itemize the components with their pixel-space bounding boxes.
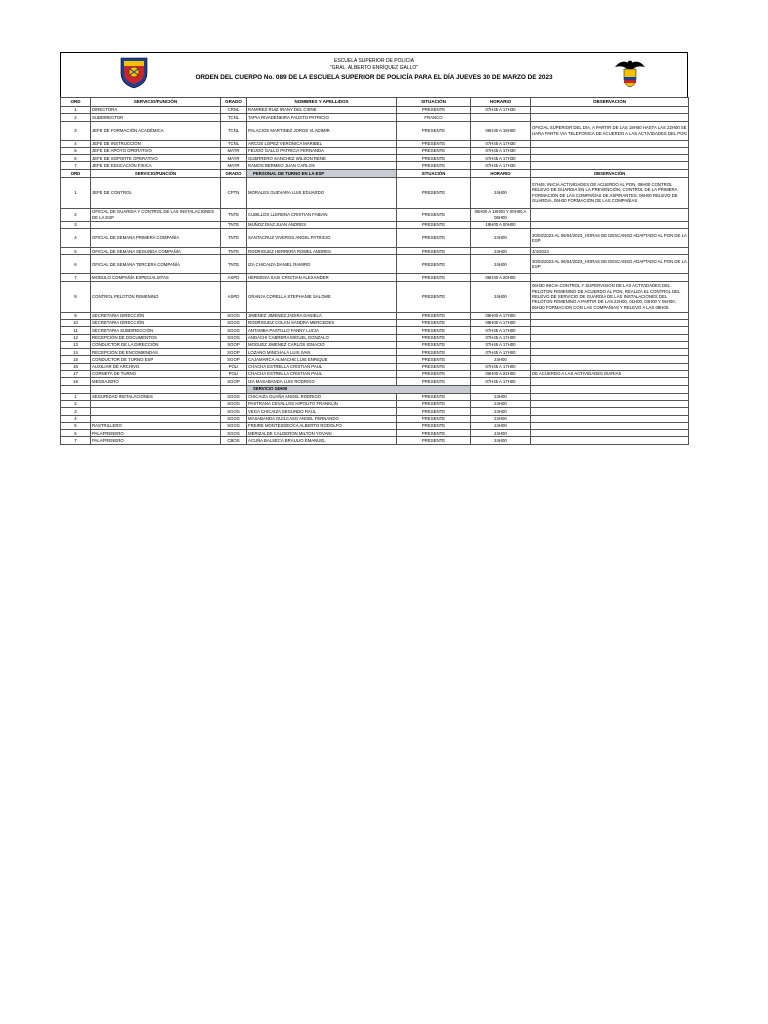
row-grade: SGOP — [221, 356, 247, 363]
row-function — [91, 400, 221, 407]
row-grade: SGOS — [221, 319, 247, 326]
row-name: CHACHA ESTRELLA CRISTIAN PAUL — [247, 363, 397, 370]
row-ord: 3 — [61, 121, 91, 140]
row-ord: 3 — [61, 221, 91, 228]
row-situation: PRESENTE — [397, 356, 471, 363]
col-grade: GRADO — [221, 98, 247, 107]
row-situation: PRESENTE — [397, 422, 471, 429]
row-grade: SGOS — [221, 422, 247, 429]
row-observation — [531, 312, 689, 319]
col-situation: SITUACIÓN — [397, 98, 471, 107]
row-ord: 11 — [61, 327, 91, 334]
table-row — [61, 393, 689, 400]
row-schedule: 07H45 A 17H00 — [471, 334, 531, 341]
row-grade: TNTE — [221, 255, 247, 274]
row-situation: PRESENTE — [397, 327, 471, 334]
table-row — [61, 363, 689, 370]
section-title: PERSONAL DE TURNO EN LA ESP — [247, 169, 397, 177]
row-situation: PRESENTE — [397, 437, 471, 444]
row-name: CUBILLOS LLERENA CRISTIAN FABIAN — [247, 208, 397, 221]
row-grade: MAYR — [221, 147, 247, 154]
row-grade: TNTE — [221, 221, 247, 228]
row-ord: 2 — [61, 208, 91, 221]
row-observation — [531, 334, 689, 341]
row-schedule: 18H00 A 00H00 — [471, 221, 531, 228]
row-schedule: 24H00 — [471, 400, 531, 407]
row-function: PALAFRENERO — [91, 437, 221, 444]
row-name: RODRIGUEZ COLAN SANDRA MERCEDES — [247, 319, 397, 326]
row-situation: PRESENTE — [397, 147, 471, 154]
row-situation: PRESENTE — [397, 334, 471, 341]
row-observation: DE ACUERDO A LAS ACTIVIDADES DIARIAS — [531, 371, 689, 378]
row-grade: SGOS — [221, 430, 247, 437]
row-grade: POLI — [221, 371, 247, 378]
row-schedule — [471, 114, 531, 121]
table-row — [61, 341, 689, 348]
row-observation: OFICIAL SUPERIOR DEL DIA, A PARTIR DE LAS 18H00 HASTA LAS 22H00 SE HARA PARTE VIA TELEFONICA DE ACUERDO A LAS ACTIVIDADES DEL PON — [531, 121, 689, 140]
esp-crest-logo — [117, 55, 151, 89]
row-function: RECEPCIÓN DE DOCUMENTOS — [91, 334, 221, 341]
section-title: SERVICIO 24H00 — [247, 385, 471, 393]
row-observation — [531, 140, 689, 147]
table-row — [61, 274, 689, 281]
row-schedule: 07H45 A 17H00 — [471, 349, 531, 356]
row-schedule: 24H00 — [471, 430, 531, 437]
table-row — [61, 147, 689, 154]
row-schedule: 06H30 A 18H00 — [471, 121, 531, 140]
row-schedule: 07H45 A 17H30 — [471, 162, 531, 169]
row-observation — [531, 393, 689, 400]
row-grade: TNTE — [221, 208, 247, 221]
row-grade: SGOS — [221, 334, 247, 341]
row-observation — [531, 422, 689, 429]
row-situation: PRESENTE — [397, 363, 471, 370]
row-observation — [531, 341, 689, 348]
table-row — [61, 248, 689, 255]
row-ord: 6 — [61, 155, 91, 162]
row-grade: TCNL — [221, 114, 247, 121]
row-name: JIMENEZ JIMENEZ JADIRA DANIELA — [247, 312, 397, 319]
row-situation: PRESENTE — [397, 229, 471, 248]
row-situation: PRESENTE — [397, 341, 471, 348]
row-ord: 5 — [61, 422, 91, 429]
duty-roster-table — [60, 97, 689, 445]
row-schedule: 07H45 A 17H00 — [471, 378, 531, 385]
row-grade: TNTE — [221, 248, 247, 255]
row-name: GRANJA CORELLA STEPHANIE SALOME — [247, 281, 397, 312]
table-row — [61, 208, 689, 221]
row-function: SECRETARIA DIRECCIÓN — [91, 312, 221, 319]
row-schedule: 07H45 A 17H30 — [471, 155, 531, 162]
row-grade: ASPD — [221, 281, 247, 312]
row-ord: 15 — [61, 356, 91, 363]
row-name: RAMOS BERMEO JUAN CARLOS — [247, 162, 397, 169]
row-grade: SGOP — [221, 349, 247, 356]
col-ord: ORD — [61, 98, 91, 107]
row-situation: PRESENTE — [397, 393, 471, 400]
row-ord: 14 — [61, 349, 91, 356]
row-function: PALAFRENERO — [91, 430, 221, 437]
roster-body — [61, 98, 689, 445]
row-ord: 18 — [61, 378, 91, 385]
col-function: SERVICIO/FUNCIÓN — [91, 98, 221, 107]
row-situation: PRESENTE — [397, 221, 471, 228]
row-name: ACUÑA BALSECA BRAULIO EMANUEL — [247, 437, 397, 444]
row-name: PALACIOS MARTINEZ JORGE VLADIMIR — [247, 121, 397, 140]
row-ord: 6 — [61, 430, 91, 437]
row-situation: PRESENTE — [397, 400, 471, 407]
row-ord: 7 — [61, 162, 91, 169]
table-row — [61, 114, 689, 121]
col-schedule: HORARIO — [471, 169, 531, 177]
row-ord: 9 — [61, 312, 91, 319]
row-situation: FRANCO — [397, 114, 471, 121]
row-name: FEIJOO GALLO PATRICIA FERNANDA — [247, 147, 397, 154]
row-situation: PRESENTE — [397, 162, 471, 169]
row-schedule: 06H00 A 22H00 — [471, 371, 531, 378]
row-function: JEFE DE APOYO OPERATIVO — [91, 147, 221, 154]
col-grade: GRADO — [221, 169, 247, 177]
row-name: SANTACRUZ VIVEROS ANGEL PATRICIO — [247, 229, 397, 248]
column-header-row — [61, 98, 689, 107]
row-function: SEGURIDAD INSTALACIONES — [91, 393, 221, 400]
table-row — [61, 430, 689, 437]
table-row — [61, 334, 689, 341]
row-schedule: 24H00 — [471, 393, 531, 400]
row-schedule: 24H00 — [471, 408, 531, 415]
row-name: PASTRANA CEVALLOS HIPOLITO FRANKLIN — [247, 400, 397, 407]
row-ord: 4 — [61, 140, 91, 147]
table-row — [61, 107, 689, 114]
row-ord: 5 — [61, 248, 91, 255]
row-schedule: 07H45 A 17H00 — [471, 341, 531, 348]
row-function — [91, 408, 221, 415]
row-schedule: 07H45 A 17H00 — [471, 327, 531, 334]
table-row — [61, 356, 689, 363]
row-ord: 1 — [61, 393, 91, 400]
col-ord: ORD — [61, 169, 91, 177]
table-row — [61, 319, 689, 326]
row-name: GUERRERO SANCHEZ WILSON RENE — [247, 155, 397, 162]
row-observation — [531, 363, 689, 370]
table-row — [61, 140, 689, 147]
row-function: AUXILIAR DE ARCHIVO — [91, 363, 221, 370]
table-row — [61, 422, 689, 429]
table-row — [61, 327, 689, 334]
table-row — [61, 349, 689, 356]
row-observation: 07H45: INICIA ACTIVIDADES DE ACUERDO AL PON, 08H00 CONTROL RELEVO DE GUARDIA EN LA PREVENCIÓN, CONTROL DE LA PRIMERA FORMACIÓN DE LAS COMPAÑÍAS DE ASPIRANTES, 06H00 RELEVO DE GUARDIA, 06H30 FORMACIÓN DE LAS COMPAÑÍAS — [531, 177, 689, 208]
row-grade: SGOS — [221, 327, 247, 334]
table-row — [61, 162, 689, 169]
row-observation — [531, 356, 689, 363]
row-grade: CBOS — [221, 437, 247, 444]
row-name: FREIRE MONTESDEOCA ALBERTO RODOLFO — [247, 422, 397, 429]
row-ord: 8 — [61, 281, 91, 312]
row-function: MODULO COMPAÑÍA ESPECIALISTAS — [91, 274, 221, 281]
row-situation: PRESENTE — [397, 274, 471, 281]
row-observation — [531, 415, 689, 422]
row-function: CONTROL PELOTÓN FEMENINO — [91, 281, 221, 312]
row-function: SUBDIRECTOR — [91, 114, 221, 121]
row-grade: ASPD — [221, 274, 247, 281]
row-name: MORALES GUEVARA LUIS EDUARDO — [247, 177, 397, 208]
row-name: MOGUEZ JIMENEZ CARLOS IGNACIO — [247, 341, 397, 348]
row-situation: PRESENTE — [397, 248, 471, 255]
col-function: SERVICIO/FUNCIÓN — [91, 169, 221, 177]
row-observation — [531, 155, 689, 162]
row-grade: TCNL — [221, 121, 247, 140]
row-function: CONDUCTOR DE LA DIRECCIÓN — [91, 341, 221, 348]
row-function: JEFE DE INSTRUCCIÓN — [91, 140, 221, 147]
table-row — [61, 415, 689, 422]
row-grade: SGOS — [221, 312, 247, 319]
row-schedule: 08H00 A 17H00 — [471, 319, 531, 326]
row-situation: PRESENTE — [397, 107, 471, 114]
row-observation — [531, 208, 689, 221]
col-situation: SITUACIÓN — [397, 169, 471, 177]
row-name: CAJAMARCA ALMACHE LUIS ENRIQUE — [247, 356, 397, 363]
row-observation — [531, 400, 689, 407]
row-grade: TNTE — [221, 229, 247, 248]
row-observation — [531, 327, 689, 334]
row-name: LOZANO MINCHALA LUIS IVAN — [247, 349, 397, 356]
row-ord: 4 — [61, 415, 91, 422]
row-schedule: 07H45 A 17H30 — [471, 107, 531, 114]
row-ord: 10 — [61, 319, 91, 326]
row-observation — [531, 107, 689, 114]
row-name: RODRIGUEZ HERRERA ROMEL ANDRES — [247, 248, 397, 255]
row-situation: PRESENTE — [397, 177, 471, 208]
section-header-row — [61, 385, 689, 393]
row-observation: 30/03/2023 AL 06/04/2023_HORAS DE DESCANSO ADAPTADO AL PON DE LA ESP — [531, 255, 689, 274]
row-ord: 4 — [61, 229, 91, 248]
table-row — [61, 408, 689, 415]
row-situation: PRESENTE — [397, 408, 471, 415]
row-name: ANDACHI CABRERA MIGUEL GONZALO — [247, 334, 397, 341]
row-schedule: 07H45 A 17H30 — [471, 140, 531, 147]
row-observation — [531, 430, 689, 437]
row-situation: PRESENTE — [397, 312, 471, 319]
row-name: RAMIREZ RUIZ IRANY DEL CISNE — [247, 107, 397, 114]
row-name: ANTAMBA PASTILLO FANNY LUCIA — [247, 327, 397, 334]
row-ord: 2 — [61, 114, 91, 121]
row-grade: MAYR — [221, 155, 247, 162]
row-function: DIRECTORA — [91, 107, 221, 114]
row-grade: CRNL — [221, 107, 247, 114]
row-ord: 5 — [61, 147, 91, 154]
row-name: IZA CHICAIZA DANIEL RAMIRO — [247, 255, 397, 274]
row-name: ARCOS LOPEZ VERONICA MARIBEL — [247, 140, 397, 147]
table-row — [61, 281, 689, 312]
row-grade: SGOS — [221, 393, 247, 400]
row-ord: 7 — [61, 274, 91, 281]
document-header — [60, 52, 688, 97]
row-grade: SGOP — [221, 378, 247, 385]
table-row — [61, 221, 689, 228]
row-schedule: 06H30 A 20H00 — [471, 274, 531, 281]
row-schedule: 24H00 — [471, 356, 531, 363]
table-row — [61, 155, 689, 162]
table-row — [61, 255, 689, 274]
table-row — [61, 371, 689, 378]
row-ord: 6 — [61, 255, 91, 274]
row-situation: PRESENTE — [397, 255, 471, 274]
row-schedule: 24H00 — [471, 437, 531, 444]
row-observation — [531, 221, 689, 228]
row-name: MASABANDA GUILCASO ANGEL FERNANDO — [247, 415, 397, 422]
row-ord: 13 — [61, 341, 91, 348]
row-schedule: 24H00 — [471, 177, 531, 208]
row-schedule: 07H45 A 17H30 — [471, 147, 531, 154]
row-grade: TCNL — [221, 140, 247, 147]
col-name: NOMBRES Y APELLIDOS — [247, 98, 397, 107]
row-observation — [531, 319, 689, 326]
row-observation: 06H30 INICIA CONTROL Y SUPERVISION DE LAS ACTIVIDADES DEL PELOTON FEMENINO DE ACUERDO AL PON, REALIZA EL CONTROL DEL RELEVO DE SERVICIO DE GUARDIA DE LAS INSTALACIONES DEL PELOTON FEMENINO A PARTIR DE LAS 22H00, 01H00, 03H00 Y 05H00, 06H30 FORMACION CON LAS COMPAÑIAS Y RELEVO A LAS 08H00. — [531, 281, 689, 312]
row-schedule: 07H45 A 17H00 — [471, 363, 531, 370]
row-function: OFICIAL DE SEMANA PRIMERA COMPAÑÍA — [91, 229, 221, 248]
row-schedule: 24H00 — [471, 415, 531, 422]
row-situation: PRESENTE — [397, 415, 471, 422]
row-schedule: 08H00 A 17H00 — [471, 312, 531, 319]
row-situation: PRESENTE — [397, 371, 471, 378]
row-grade: SGOP — [221, 341, 247, 348]
col-schedule: HORARIO — [471, 98, 531, 107]
row-situation: PRESENTE — [397, 378, 471, 385]
row-situation: PRESENTE — [397, 281, 471, 312]
row-observation: 30/03/2023 AL 06/04/2023_HORAS DE DESCANSO ADAPTADO AL PON DE LA ESP — [531, 229, 689, 248]
row-name: CHACHA ESTRELLA CRISTIAN PAUL — [247, 371, 397, 378]
row-function: RECEPCIÓN DE ENCOMIENDAS — [91, 349, 221, 356]
row-ord: 16 — [61, 363, 91, 370]
row-function: SECRETARIA SUBDIRECCIÓN — [91, 327, 221, 334]
row-name: HERMOSA SASI CRISTIAN ALEXANDER — [247, 274, 397, 281]
row-ord: 7 — [61, 437, 91, 444]
row-name: TAPIA RIVADENEIRA FAUSTO PATRICIO — [247, 114, 397, 121]
row-name: MUÑOZ DIAZ JUAN ANDRES — [247, 221, 397, 228]
table-row — [61, 121, 689, 140]
row-grade: CPTN — [221, 177, 247, 208]
row-observation — [531, 437, 689, 444]
row-function: CORNETA DE TURNO — [91, 371, 221, 378]
row-ord: 17 — [61, 371, 91, 378]
table-row — [61, 312, 689, 319]
row-grade: SGOS — [221, 408, 247, 415]
row-function: JEFE DE FORMACIÓN ACADÉMICA — [91, 121, 221, 140]
row-function: OFICIAL DE SEMANA TERCERA COMPAÑÍA — [91, 255, 221, 274]
row-schedule: 24H00 — [471, 229, 531, 248]
col-observation: OBSERVACIÓN — [531, 169, 689, 177]
row-name: VEGA CHICAIZA SEGUNDO RAUL — [247, 408, 397, 415]
row-grade: SGOS — [221, 400, 247, 407]
row-function: CONDUCTOR DE TURNO ESP — [91, 356, 221, 363]
row-name: MERIZALDE CALDERON MILTON YOVANI — [247, 430, 397, 437]
row-grade: MAYR — [221, 162, 247, 169]
row-function — [91, 221, 221, 228]
row-ord: 2 — [61, 400, 91, 407]
col-observation: OBSERVACIÓN — [531, 98, 689, 107]
row-observation — [531, 349, 689, 356]
row-schedule: 24H00 — [471, 281, 531, 312]
row-grade: SGOS — [221, 415, 247, 422]
row-situation: PRESENTE — [397, 208, 471, 221]
row-situation: PRESENTE — [397, 121, 471, 140]
row-name: IZA MASABANDA LUIS RODRIGO — [247, 378, 397, 385]
row-ord: 12 — [61, 334, 91, 341]
row-function: JEFE DE SOPORTE OPERATIVO — [91, 155, 221, 162]
row-ord: 3 — [61, 408, 91, 415]
row-observation — [531, 274, 689, 281]
row-situation: PRESENTE — [397, 319, 471, 326]
row-function: OFICIAL DE GUARDIA Y CONTROL DE LAS INSTALACIONES DE LA ESP — [91, 208, 221, 221]
row-ord: 1 — [61, 177, 91, 208]
row-observation — [531, 408, 689, 415]
row-schedule: 24H00 — [471, 248, 531, 255]
row-name: CHICAIZA GUAÑA ANGEL RODRIGO — [247, 393, 397, 400]
row-function: JEFE DE EDUCACIÓN FÍSICA — [91, 162, 221, 169]
row-grade: POLI — [221, 363, 247, 370]
row-function: RASTRILLERO — [91, 422, 221, 429]
school-subtitle: "GRAL. ALBERTO ENRÍQUEZ GALLO" — [329, 65, 419, 71]
condor-shield-logo — [613, 55, 647, 89]
table-row — [61, 400, 689, 407]
table-row — [61, 177, 689, 208]
row-observation — [531, 147, 689, 154]
row-function — [91, 415, 221, 422]
row-function: OFICIAL DE SEMANA SEGUNDA COMPAÑÍA — [91, 248, 221, 255]
row-situation: PRESENTE — [397, 155, 471, 162]
row-observation — [531, 162, 689, 169]
section-header-row — [61, 169, 689, 177]
row-observation — [531, 114, 689, 121]
table-row — [61, 229, 689, 248]
row-schedule: 06H00 A 18H00 Y 00H00 A 06H00 — [471, 208, 531, 221]
row-situation: PRESENTE — [397, 140, 471, 147]
row-schedule: 24H00 — [471, 255, 531, 274]
row-function: SECRETARIA DIRECCIÓN — [91, 319, 221, 326]
row-function: JEFE DE CONTROL — [91, 177, 221, 208]
document-sheet — [60, 52, 688, 445]
table-row — [61, 378, 689, 385]
row-situation: PRESENTE — [397, 349, 471, 356]
row-schedule: 24H00 — [471, 422, 531, 429]
page-title: ORDEN DEL CUERPO No. 089 DE LA ESCUELA SUPERIOR DE POLICÍA PARA EL DÍA JUEVES 30 DE MARZO DE 2023 — [195, 74, 553, 81]
row-function: MENSAJERO — [91, 378, 221, 385]
table-row — [61, 437, 689, 444]
row-ord: 1 — [61, 107, 91, 114]
school-name: ESCUELA SUPERIOR DE POLICIA — [333, 58, 415, 64]
row-observation — [531, 378, 689, 385]
row-situation: PRESENTE — [397, 430, 471, 437]
row-observation: 3/4/2023 — [531, 248, 689, 255]
